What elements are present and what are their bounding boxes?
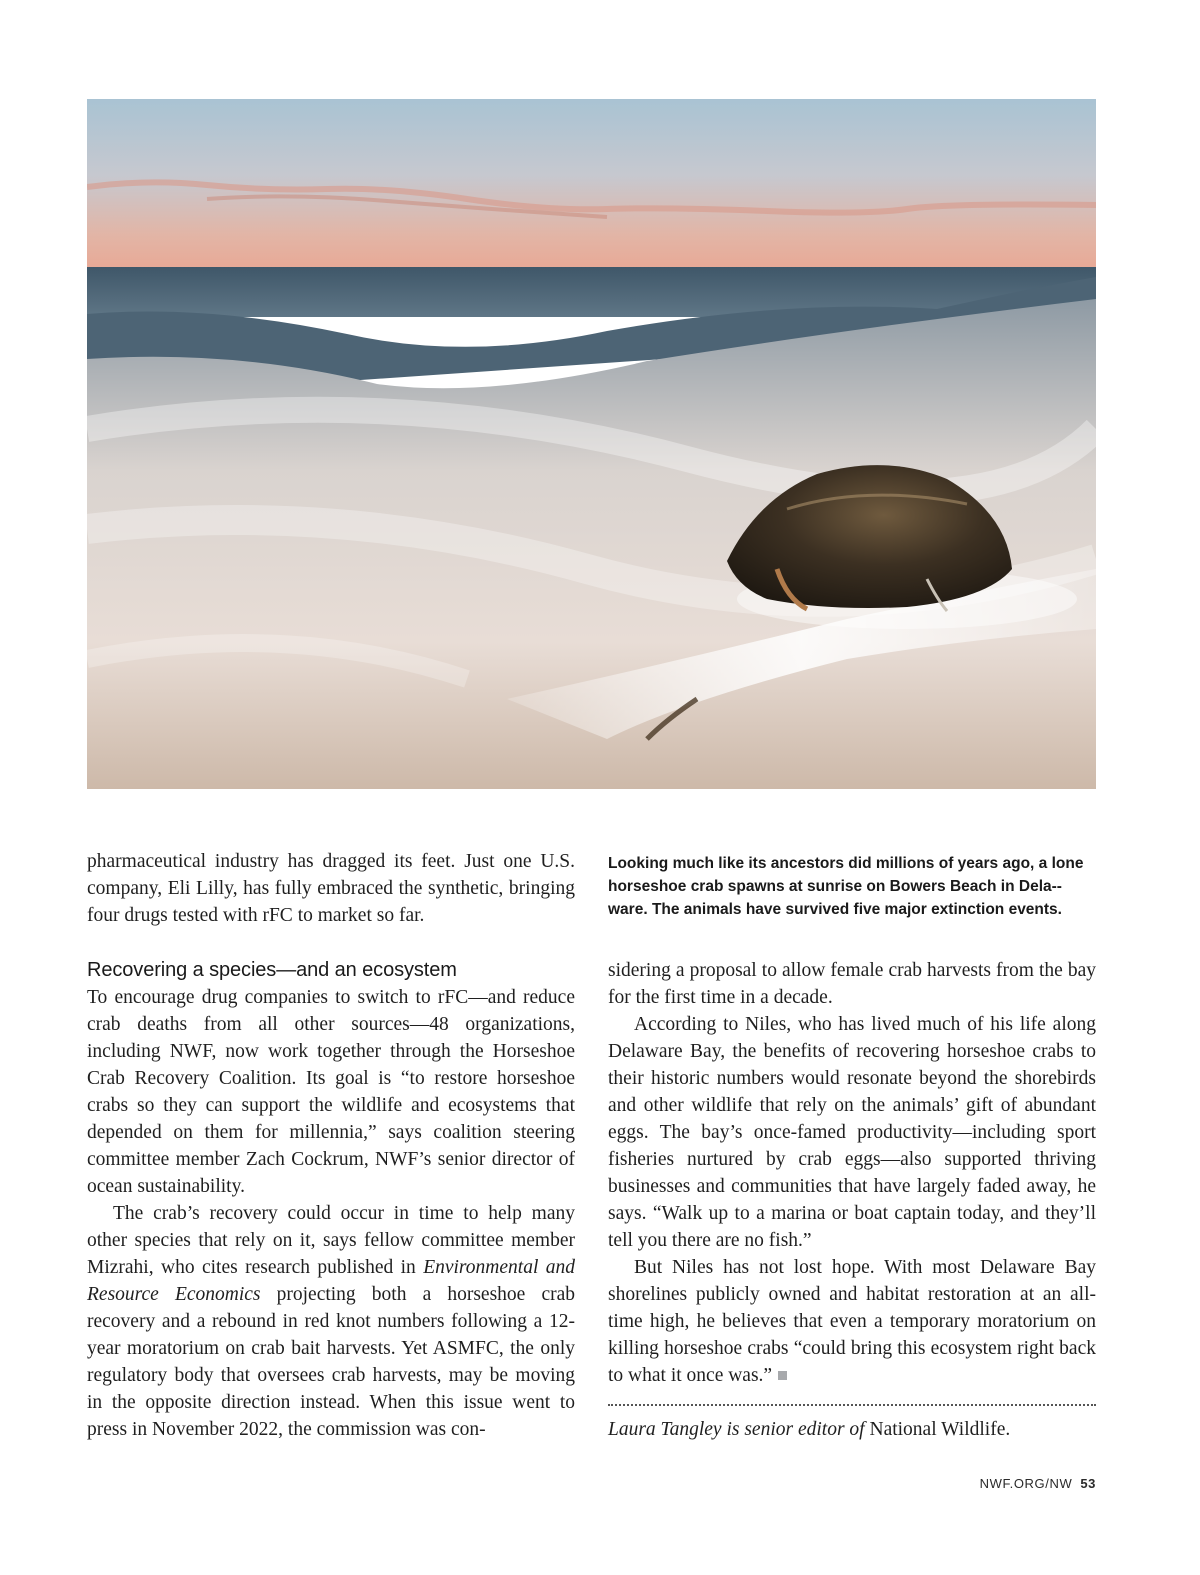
body-paragraph-3: sidering a proposal to allow female crab harvests from the bay for the first time in a decade. [608, 960, 1096, 1008]
journal-title: Environmental and Resource Economics [87, 1257, 575, 1305]
body-paragraph-2 [87, 1200, 575, 1443]
body-paragraph-1: To encourage drug companies to switch to rFC—and reduce crab deaths from all other sources—48 organizations, including NWF, now work together through the Horseshoe Crab Recovery Coalition. Its goal is “to restore horseshoe crabs so they can support the wildlife and ecosystems that depended on them for millennia,” says coalition steering committee member Zach Cockrum, NWF’s senior director of ocean sustainability. [87, 987, 575, 1197]
footer-site: NWF.ORG/NW [979, 1476, 1073, 1491]
publication-name: National Wildlife. [869, 1419, 1011, 1440]
photo-caption-block [608, 852, 1096, 921]
horseshoe-crab-beach-photo [87, 99, 1096, 789]
left-column-section [87, 957, 575, 1443]
page-footer [980, 1476, 1096, 1491]
page-number: 53 [1080, 1476, 1096, 1491]
section-subhead: Recovering a species—and an ecosystem [87, 959, 457, 981]
intro-paragraph: pharmaceutical industry has dragged its feet. Just one U.S. company, Eli Lilly, has fully embraced the synthetic, bringing four drugs tested with rFC to market so far. [87, 851, 575, 926]
body-paragraph-4: According to Niles, who has lived much of his life along Delaware Bay, the benefits of recovering horseshoe crabs to their historic numbers would resonate beyond the shorebirds and other wildlife that rely on the animals’ gift of abundant eggs. The bay’s once-famed productivity—including sport fisheries nurtured by crab eggs—also supported thriving businesses and communities that have largely faded away, he says. “Walk up to a marina or boat captain today, and they’ll tell you there are no fish.” [608, 1014, 1096, 1251]
bio-text: Laura Tangley is senior editor of [608, 1419, 870, 1440]
paragraph-text: projecting both a horseshoe crab recovery and a rebound in red knot numbers following a 12-year moratorium on crab bait harvests. Yet ASMFC, the only regulatory body that oversees crab harvests, may be moving in the opposite direction instead. When this issue went to press in November 2022, the commission was con- [87, 1284, 576, 1440]
paragraph-text: The crab’s recovery could occur in time to help many other species that rely on it, says fellow committee member Mizrahi, who cites research published in [87, 1203, 575, 1278]
photo-caption: Looking much like its ancestors did millions of years ago, a lone horseshoe crab spawns at sunrise on Bowers Beach in Dela-ware. The animals have survived five major extinction events. [608, 855, 1084, 918]
body-paragraph-5 [608, 1254, 1096, 1389]
right-column [608, 957, 1096, 1389]
end-mark-icon [778, 1371, 787, 1380]
author-bio [608, 1416, 1096, 1443]
left-column [87, 848, 575, 929]
paragraph-text: But Niles has not lost hope. With most Delaware Bay shorelines publicly owned and habitat restoration at an all-time high, he believes that even a temporary moratorium on killing horseshoe crabs “could bring this ecosystem right back to what it once was.” [608, 1257, 1096, 1386]
hero-photo [87, 99, 1096, 789]
bio-divider [608, 1404, 1096, 1406]
